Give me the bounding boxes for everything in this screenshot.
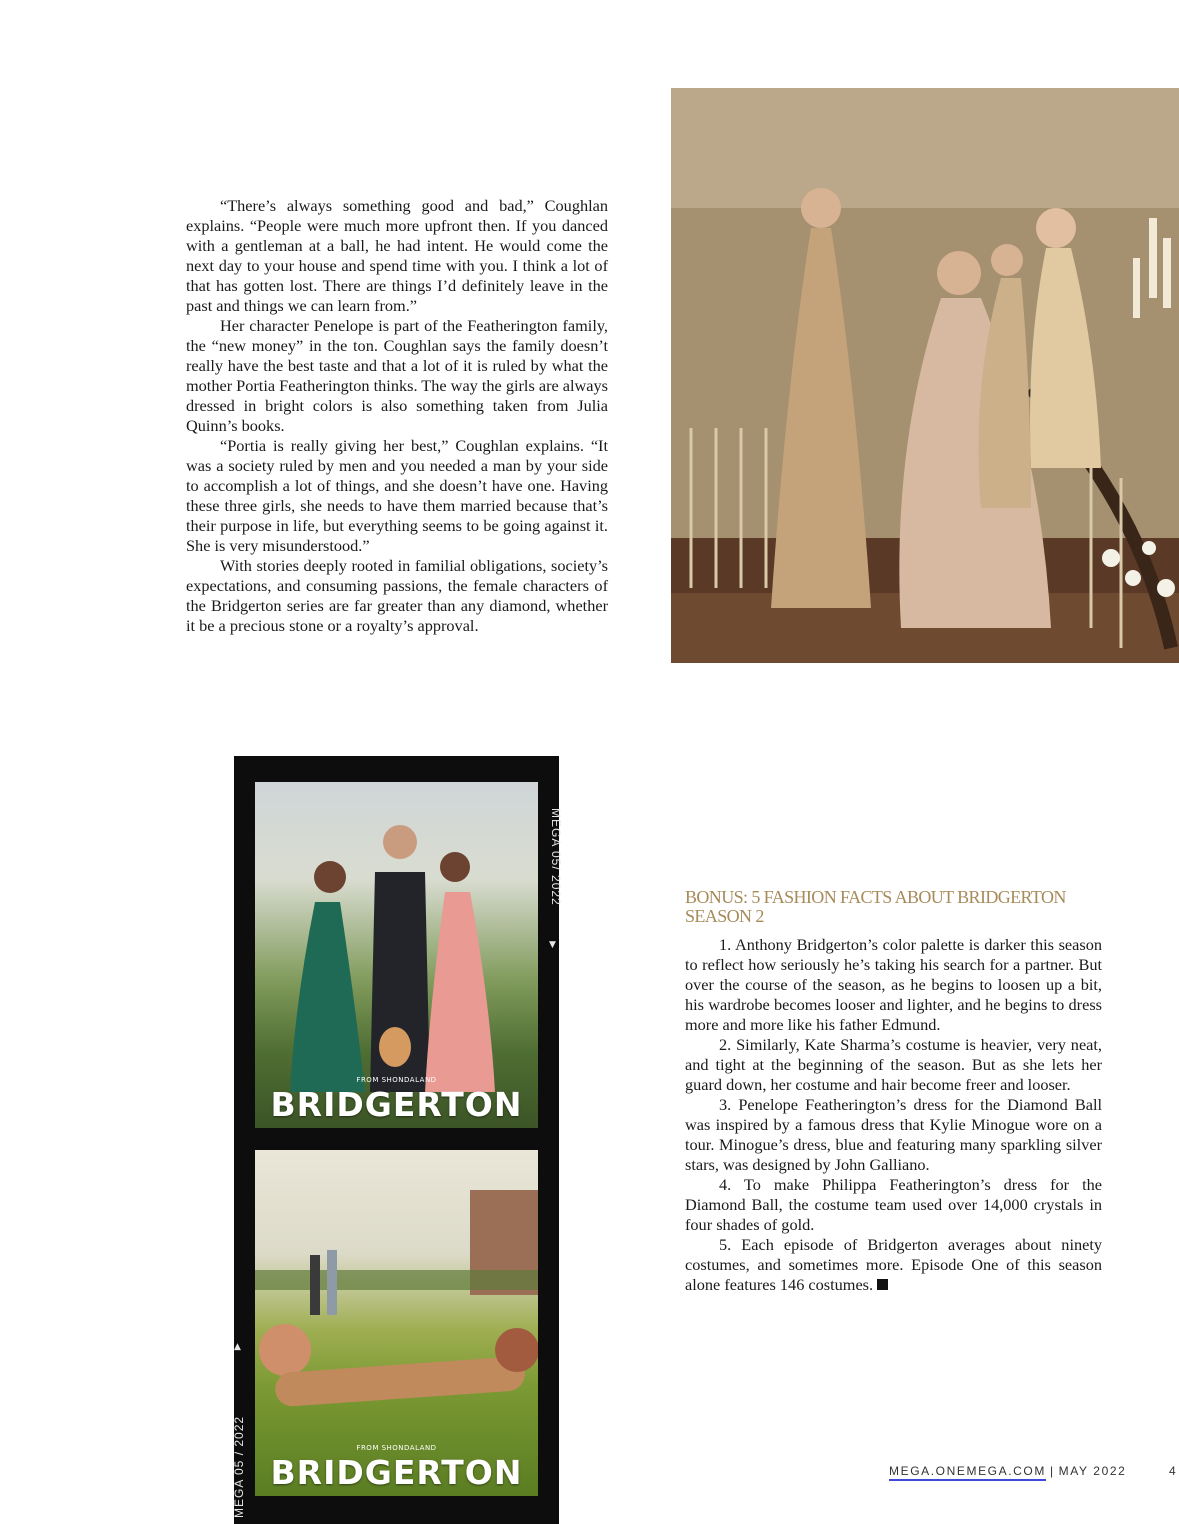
article-body [186,196,608,636]
article-paragraph: “Portia is really giving her best,” Coughlan explains. “It was a society ruled by men and you needed a man by your side to accomplish a lot of things, and she doesn’t have one. Having these three girls, she needs to have them married because that’s their purpose in life, but everything seems to be going against it. She is very misunderstood.” [186,436,608,555]
staircase-photo-illustration [671,88,1179,663]
article-paragraph: Her character Penelope is part of the Featherington family, the “new money” in the ton. Coughlan says the family doesn’t really have the best taste and that a lot of it is ruled by what the mother Portia Featherington thinks. The way the girls are always dressed in bright colors is also something taken from Julia Quinn’s books. [186,316,609,435]
poster-2-from-label: FROM SHONDALAND [356,1444,437,1452]
bonus-fashion-facts [685,888,1102,1295]
bridgerton-poster-2 [255,1150,538,1496]
poster-1-title: BRIDGERTON [270,1085,523,1124]
fashion-fact: 3. Penelope Featherington’s dress for the Diamond Ball was inspired by a famous dress that Kylie Minogue wore on a tour. Minogue’s dress, blue and featuring many sparkling silver stars, was designed by John Galliano. [685,1095,1102,1174]
bridgerton-poster-1 [255,782,538,1128]
fashion-fact: 2. Similarly, Kate Sharma’s costume is heavier, very neat, and tight at the beginning of the season. But as she lets her guard down, her costume and hair become freer and looser. [685,1035,1102,1094]
end-of-article-mark [877,1279,888,1290]
fashion-fact-last [685,1235,1102,1295]
poster-2-title: BRIDGERTON [270,1453,523,1492]
bonus-heading: BONUS: 5 FASHION FACTS ABOUT BRIDGERTON SEASON 2 [685,887,1066,926]
featherington-staircase-photo [671,88,1179,663]
bonus-facts-list [685,935,1102,1295]
fashion-fact: 5. Each episode of Bridgerton averages about ninety costumes, and sometimes more. Episode One of this season alone features 146 costumes. [685,1235,1102,1294]
issue-date: MAY 2022 [1058,1464,1127,1478]
bridgerton-film-strip [234,756,559,1524]
site-link[interactable]: MEGA.ONEMEGA.COM [889,1464,1046,1481]
film-strip-marker-bottom: ▲ [234,1342,241,1352]
film-strip-marker-top: ▼ [549,940,556,950]
article-paragraph: With stories deeply rooted in familial obligations, society’s expectations, and consuming passions, the female characters of the Bridgerton series are far greater than any diamond, whether it be a precious stone or a royalty’s approval. [186,556,608,635]
page-number: 4 [1169,1464,1176,1478]
article-paragraph: “There’s always something good and bad,” Coughlan explains. “People were much more upfront then. If you danced with a gentleman at a ball, he had intent. He would come the next day to your house and spend time with you. I think a lot of that has gotten lost. There are things I’d definitely leave in the past and things we can learn from.” [186,196,608,315]
poster-1-from-label: FROM SHONDALAND [356,1076,437,1084]
page-footer [889,1464,1126,1478]
film-strip-label-top: MEGA 05/ 2022 [549,808,563,906]
fashion-fact: 4. To make Philippa Featherington’s dress for the Diamond Ball, the costume team used over 14,000 crystals in four shades of gold. [685,1175,1102,1234]
fashion-fact: 1. Anthony Bridgerton’s color palette is darker this season to reflect how seriously he’s taking his search for a partner. But over the course of the season, as he begins to loosen up a bit, his wardrobe becomes looser and lighter, and he begins to dress more and more like his father Edmund. [685,935,1102,1034]
film-strip-label-bottom: MEGA 05 / 2022 [232,1415,246,1518]
footer-separator: | [1049,1464,1055,1478]
